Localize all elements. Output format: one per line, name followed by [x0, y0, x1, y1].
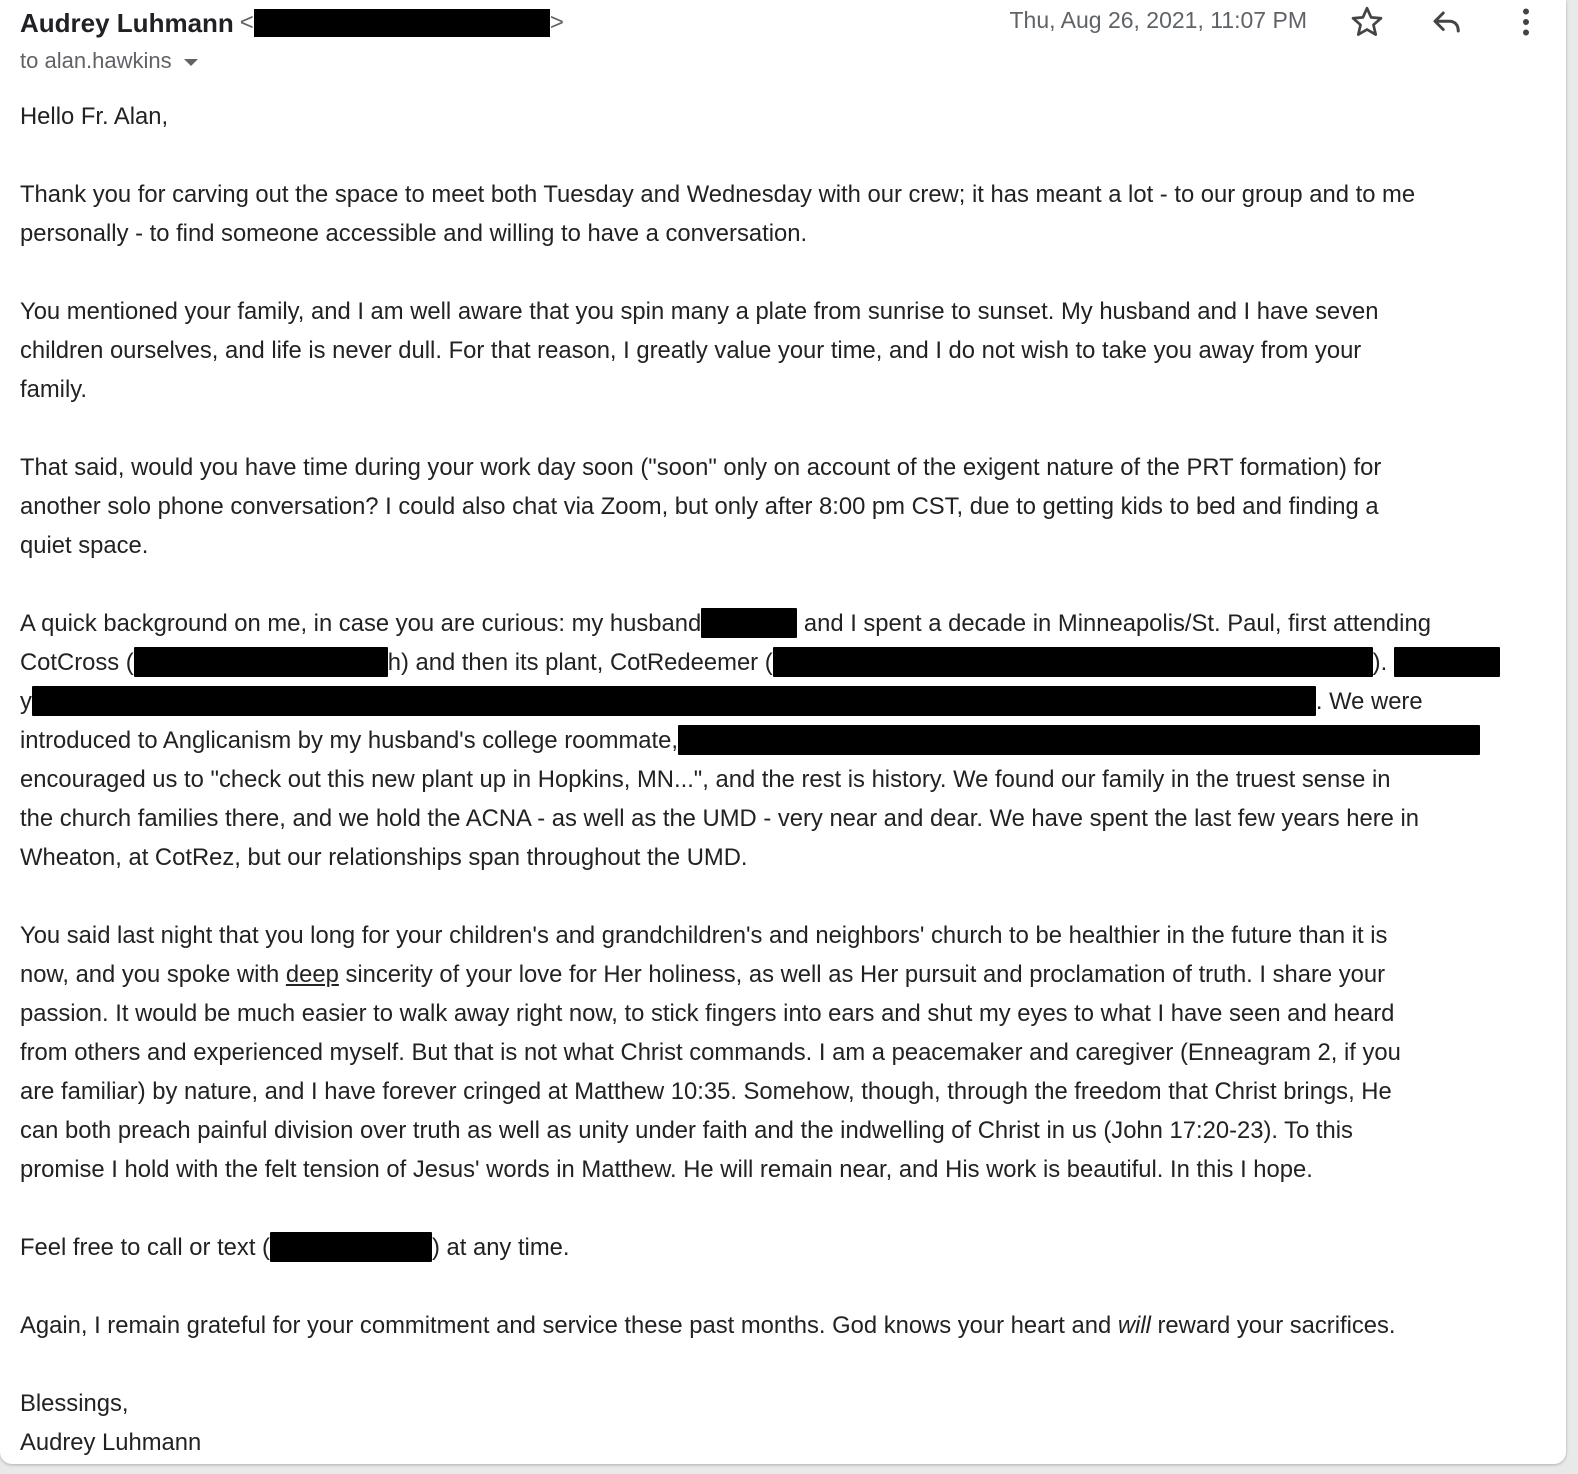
- email-body: [20, 97, 1550, 1462]
- email-date: Thu, Aug 26, 2021, 11:07 PM: [1009, 7, 1307, 33]
- sender-email-close: >: [549, 9, 564, 36]
- greeting: Hello Fr. Alan,: [20, 103, 169, 130]
- email-header: [20, 0, 1560, 90]
- redaction-block: [678, 725, 1480, 755]
- more-options-button[interactable]: [1504, 2, 1548, 42]
- sender-line: [20, 6, 564, 40]
- sender-name[interactable]: Audrey Luhmann: [20, 7, 234, 38]
- paragraph-request: That said, would you have time during your work day soon ("soon" only on account of the exigent nature of the PRT formation) for another solo phone conversation? I could also chat via Zoom, but only after 8:00 pm CST, due to getting kids to bed and finding a quiet space.: [20, 454, 1382, 559]
- redaction-block: [701, 608, 797, 638]
- recipient-label: to alan.hawkins: [20, 48, 172, 73]
- signature: Audrey Luhmann: [20, 1429, 202, 1456]
- star-icon: [1349, 4, 1385, 40]
- paragraph-church: You said last night that you long for your children's and grandchildren's and neighbors' church to be healthier in the future than it is now, and you spoke with deep sincerity of your love for Her holiness, as well as Her pursuit and proclamation of truth. I share your passion. It would be much easier to walk away right now, to stick fingers into ears and shut my eyes to what I have seen and heard from others and experienced myself. But that is not what Christ commands. I am a peacemaker and caregiver (Enneagram 2, if you are familiar) by nature, and I have forever cringed at Matthew 10:35. Somehow, though, through the freedom that Christ brings, He can both preach painful division over truth as well as unity under faith and the indwelling of Christ in us (John 17:20-23). To this promise I hold with the felt tension of Jesus' words in Matthew. He will remain near, and His work is beautiful. In this I hope.: [20, 922, 1401, 1183]
- redacted-phone: [270, 1232, 432, 1262]
- paragraph-contact: Feel free to call or text ( ) at any time.: [20, 1234, 570, 1261]
- reply-icon: [1429, 4, 1465, 40]
- sender-email-open: <: [239, 9, 254, 36]
- redaction-block: [32, 686, 1316, 716]
- paragraph-thanks: Thank you for carving out the space to meet both Tuesday and Wednesday with our crew; it has meant a lot - to our group and to me personally - to find someone accessible and willing to have a conversation.: [20, 181, 1416, 247]
- paragraph-gratitude: Again, I remain grateful for your commitment and service these past months. God knows your heart and will reward your sacrifices.: [20, 1312, 1396, 1339]
- paragraph-family: You mentioned your family, and I am well aware that you spin many a plate from sunrise to sunset. My husband and I have seven children ourselves, and life is never dull. For that reason, I greatly value your time, and I do not wish to take you away from your family.: [20, 298, 1379, 403]
- redaction-block: [1394, 647, 1500, 677]
- paragraph-background: A quick background on me, in case you are curious: my husband and I spent a decade in Minneapolis/St. Paul, first attending CotCross ( h) and then its plant, CotRedeemer ( ). y . We were introduced to Anglicanism by my husband's college roommate, encouraged us to "check out this new plant up in Hopkins, MN...", and the rest is history. We found our family in the truest sense in the church families there, and we hold the ACNA - as well as the UMD - very near and dear. We have spent the last few years here in Wheaton, at CotRez, but our relationships span throughout the UMD.: [20, 604, 1550, 877]
- star-button[interactable]: [1345, 2, 1389, 42]
- sign-off: [20, 1384, 1550, 1462]
- redaction-block: [773, 647, 1373, 677]
- closing: Blessings,: [20, 1390, 129, 1417]
- redacted-sender-email: [254, 9, 550, 37]
- chevron-down-icon[interactable]: [184, 59, 198, 66]
- redaction-block: [134, 647, 388, 677]
- reply-button[interactable]: [1425, 2, 1469, 42]
- recipient-line[interactable]: [20, 46, 198, 76]
- more-vert-icon: [1508, 4, 1544, 40]
